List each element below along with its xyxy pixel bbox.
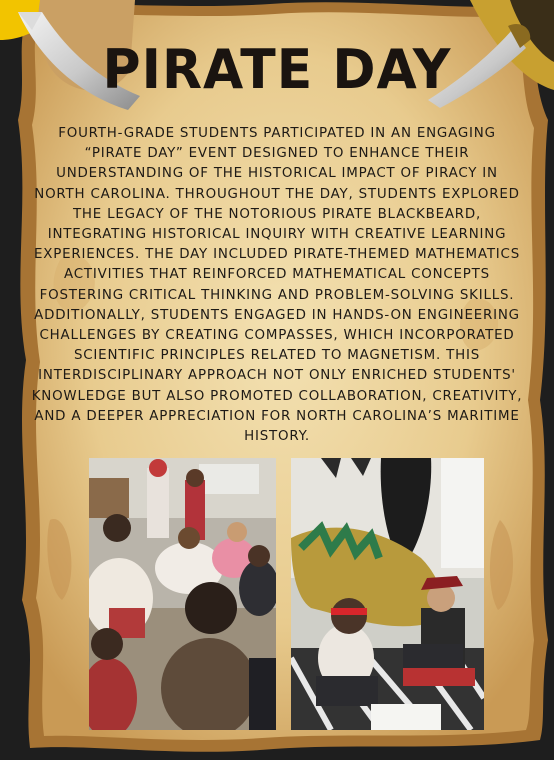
classroom-photo-laptops	[291, 458, 484, 730]
event-description: FOURTH-GRADE STUDENTS PARTICIPATED IN AN ENGAGING “PIRATE DAY” EVENT DESIGNED TO ENHANCE THEIR UNDERSTANDING OF THE HISTORICAL IMPACT OF PIRACY IN NORTH CAROLINA. THROUGHOUT THE DAY, STUDENTS EXPLORED THE LEGACY OF THE NOTORIOUS PIRATE BLACKBEARD, INTEGRATING HISTORICAL INQUIRY WITH CREATIVE LEARNING EXPERIENCES. THE DAY INCLUDED PIRATE-THEMED MATHEMATICS ACTIVITIES THAT REINFORCED MATHEMATICAL CONCEPTS FOSTERING CRITICAL THINKING AND PROBLEM-SOLVING SKILLS. ADDITIONALLY, STUDENTS ENGAGED IN HANDS-ON ENGINEERING CHALLENGES BY CREATING COMPASSES, WHICH INCORPORATED SCIENTIFIC PRINCIPLES RELATED TO MAGNETISM. THIS INTERDISCIPLINARY APPROACH NOT ONLY ENRICHED STUDENTS' KNOWLEDGE BUT ALSO PROMOTED COLLABORATION, CREATIVITY, AND A DEEPER APPRECIATION FOR NORTH CAROLINA’S MARITIME HISTORY.	[31, 126, 523, 445]
page-title: PIRATE DAY	[102, 38, 452, 102]
classroom-photo-group	[89, 458, 276, 730]
